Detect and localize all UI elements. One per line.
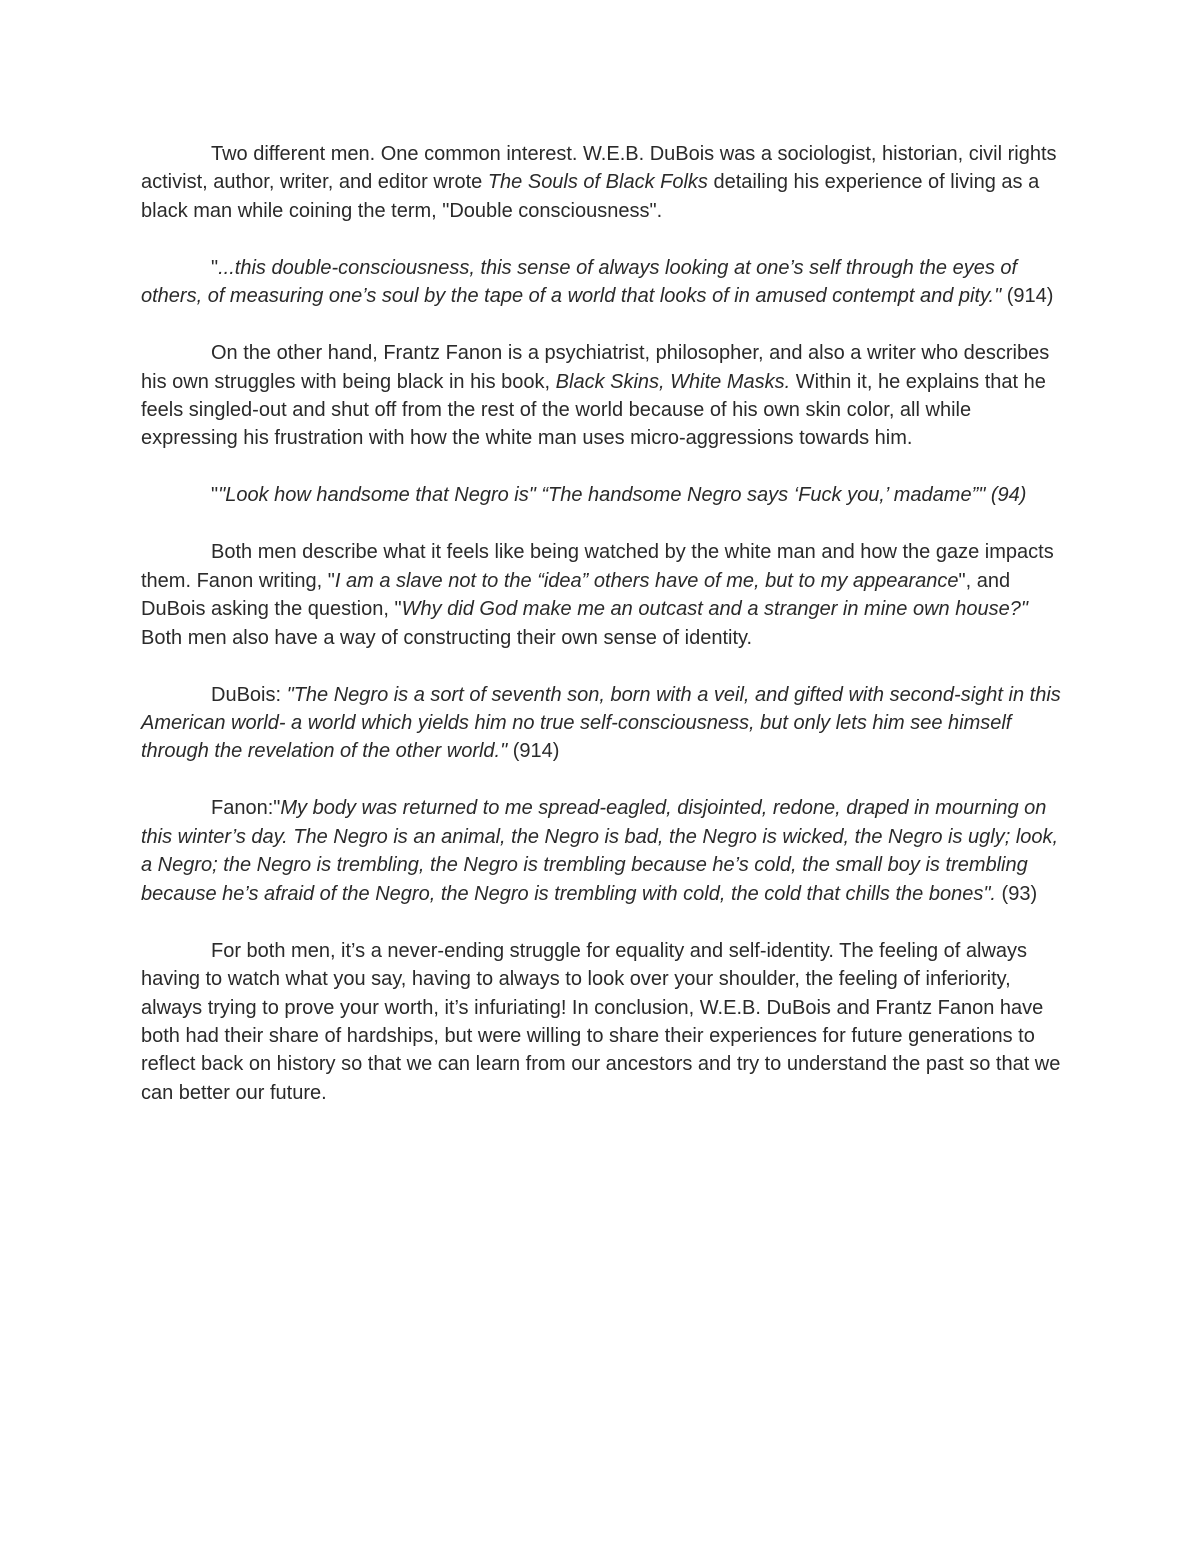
italic-text: "Look how handsome that Negro is" “The handsome Negro says ‘Fuck you,’ madame”" (94) xyxy=(218,484,1027,507)
body-paragraph xyxy=(141,339,1071,453)
text-run: ", and DuBois asking the question, " xyxy=(141,569,1011,621)
text-run: " xyxy=(211,484,219,507)
text-run: DuBois: xyxy=(211,683,287,706)
text-run: (914) xyxy=(1001,285,1054,308)
text-run: (914) xyxy=(507,740,560,763)
quote-paragraph xyxy=(141,794,1071,908)
italic-text: Why did God make me an outcast and a stranger in mine own house?" xyxy=(401,598,1028,621)
document-body xyxy=(141,140,1071,1107)
text-run: (93) xyxy=(996,882,1038,905)
body-paragraph xyxy=(141,140,1071,225)
text-run: Within it, he explains that he feels singled-out and shut off from the rest of the world because of his own skin color, all while expressing his frustration with how the white man uses micro-aggressions towards him. xyxy=(141,370,1046,450)
italic-text: My body was returned to me spread-eagled, disjointed, redone, draped in mourning on this winter’s day. The Negro is an animal, the Negro is bad, the Negro is wicked, the Negro is ugly; look, a Negro; the Negro is trembling, the Negro is trembling because he’s cold, the small boy is trembling because he’s afraid of the Negro, the Negro is trembling with cold, the cold that chills the bones". xyxy=(141,797,1059,905)
quote-paragraph xyxy=(141,254,1071,311)
text-run: detailing his experience of living as a black man while coining the term, "Double consciousness". xyxy=(141,171,1040,222)
italic-text: ...this double-consciousness, this sense of always looking at one’s self through the eyes of others, of measuring one’s soul by the tape of a world that looks of in amused contempt and pity." xyxy=(141,256,1018,308)
text-run: Both men describe what it feels like being watched by the white man and how the gaze impacts them. Fanon writing, " xyxy=(141,541,1054,592)
text-run: For both men, it’s a never-ending struggle for equality and self-identity. The feeling of always having to watch what you say, having to always to look over your shoulder, the feeling of inferiority, always trying to prove your worth, it’s infuriating! In conclusion, W.E.B. DuBois and Frantz Fanon have both had their share of hardships, but were willing to share their experiences for future generations to reflect back on history so that we can learn from our ancestors and try to understand the past so that we can better our future. xyxy=(141,939,1061,1104)
italic-text: The Souls of Black Folks xyxy=(487,171,708,194)
text-run: Both men also have a way of constructing their own sense of identity. xyxy=(141,626,753,649)
quote-paragraph xyxy=(141,681,1071,766)
text-run: Fanon:" xyxy=(211,797,281,820)
text-run: " xyxy=(211,256,219,279)
text-run: On the other hand, Frantz Fanon is a psychiatrist, philosopher, and also a writer who describes his own struggles with being black in his book, xyxy=(141,342,1050,393)
quote-paragraph xyxy=(141,481,1071,509)
body-paragraph xyxy=(141,937,1071,1107)
italic-text: I am a slave not to the “idea” others have of me, but to my appearance xyxy=(334,569,959,592)
text-run: Two different men. One common interest. W.E.B. DuBois was a sociologist, historian, civil rights activist, author, writer, and editor wrote xyxy=(141,143,1057,194)
body-paragraph xyxy=(141,538,1071,652)
italic-text: "The Negro is a sort of seventh son, born with a veil, and gifted with second-sight in this American world- a world which yields him no true self-consciousness, but only lets him see himself through the revelation of the other world." xyxy=(141,683,1061,763)
italic-text: Black Skins, White Masks. xyxy=(555,370,791,393)
